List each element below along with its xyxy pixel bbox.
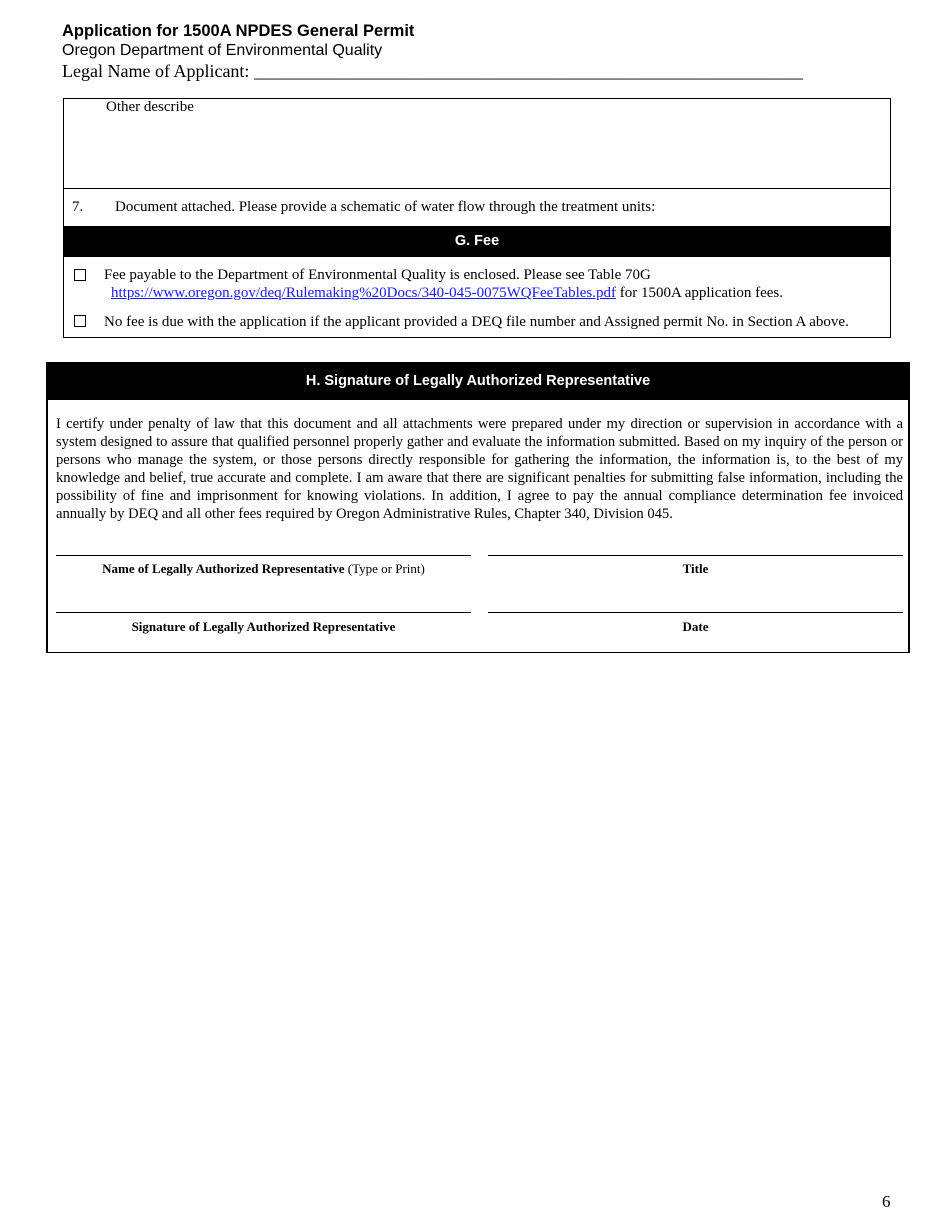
form-title: Application for 1500A NPDES General Permit — [62, 22, 415, 40]
name-label-hint: (Type or Print) — [344, 561, 425, 576]
section-f-g-box — [63, 98, 891, 338]
fee-enclosed-option — [104, 266, 783, 302]
no-fee-checkbox[interactable] — [74, 315, 86, 327]
section-g-heading: G. Fee — [64, 226, 890, 257]
title-signature-line[interactable] — [488, 555, 903, 556]
fee-table-link[interactable]: https://www.oregon.gov/deq/Rulemaking%20Docs/340-045-0075WQFeeTables.pdf — [111, 285, 616, 301]
no-fee-text: No fee is due with the application if the applicant provided a DEQ file number and Assigned permit No. in Section A above. — [104, 314, 849, 330]
section-h-box — [46, 362, 910, 653]
fee-enclosed-text: Fee payable to the Department of Environmental Quality is enclosed. Please see Table 70G — [104, 267, 651, 283]
signature-line[interactable] — [56, 612, 471, 613]
other-describe-label: Other describe — [106, 99, 194, 115]
agency-name: Oregon Department of Environmental Quality — [62, 42, 383, 59]
date-field-label — [488, 619, 903, 635]
item-7-text: Document attached. Please provide a schematic of water flow through the treatment units: — [115, 199, 656, 215]
legal-name-label: Legal Name of Applicant: — [62, 61, 250, 81]
fee-enclosed-suffix: for 1500A application fees. — [615, 285, 784, 301]
item-7-row — [64, 188, 890, 225]
name-label-bold: Name of Legally Authorized Representative — [102, 561, 345, 576]
page-number: 6 — [882, 1192, 891, 1211]
date-label-text: Date — [682, 619, 709, 634]
title-field-label — [488, 561, 903, 577]
section-h-heading: H. Signature of Legally Authorized Representative — [48, 363, 908, 400]
date-line[interactable] — [488, 612, 903, 613]
signature-label-text: Signature of Legally Authorized Representative — [131, 619, 396, 634]
legal-name-field[interactable]: _____________________________________________________________ — [253, 61, 803, 81]
legal-name-line — [62, 60, 803, 82]
fee-enclosed-checkbox[interactable] — [74, 269, 86, 281]
name-signature-line[interactable] — [56, 555, 471, 556]
name-field-label — [56, 561, 471, 577]
item-7-number: 7. — [72, 199, 84, 215]
page-header — [62, 21, 803, 82]
signature-field-label — [56, 619, 471, 635]
certification-statement: I certify under penalty of law that this document and all attachments were prepared under my direction or supervision in accordance with a system designed to assure that qualified personnel properly gather and evaluate the information submitted. Based on my inquiry of the person or persons who manage the system, or those persons directly responsible for gathering the information, the information is, to the best of my knowledge and belief, true accurate and complete. I am aware that there are significant penalties for submitting false information, including the possibility of fine and imprisonment for knowing violations. In addition, I agree to pay the annual compliance determination fee invoiced annually by DEQ and all other fees required by Oregon Administrative Rules, Chapter 340, Division 045. — [56, 416, 903, 522]
title-label-text: Title — [682, 561, 709, 576]
